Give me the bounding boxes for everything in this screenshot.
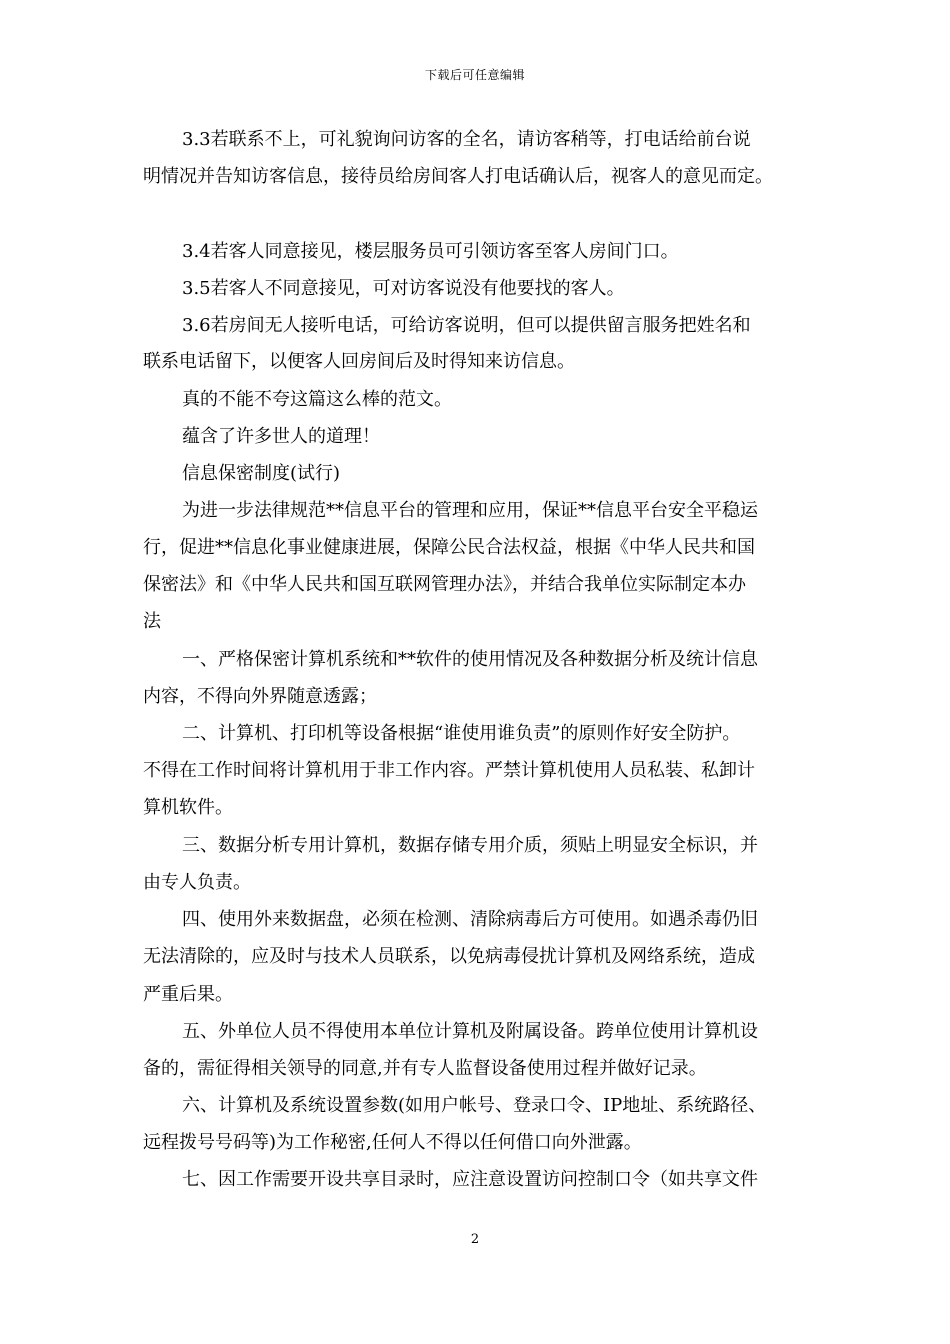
text-line: 3.3若联系不上，可礼貌询问访客的全名，请访客稍等，打电话给前台说	[182, 129, 751, 150]
text-line: 内容，不得向外界随意透露；	[143, 686, 377, 707]
text-line: 四、使用外来数据盘，必须在检测、清除病毒后方可使用。如遇杀毒仍旧	[182, 909, 758, 930]
text-line: 3.4若客人同意接见，楼层服务员可引领访客至客人房间门口。	[182, 241, 679, 262]
text-line: 3.6若房间无人接听电话，可给访客说明，但可以提供留言服务把姓名和	[182, 315, 751, 336]
text-line: 保密法》和《中华人民共和国互联网管理办法》，并结合我单位实际制定本办	[143, 574, 746, 595]
text-line: 明情况并告知访客信息，接待员给房间客人打电话确认后，视客人的意见而定。	[143, 166, 773, 187]
text-line: 不得在工作时间将计算机用于非工作内容。严禁计算机使用人员私装、私卸计	[143, 760, 755, 781]
text-line: 联系电话留下，以便客人回房间后及时得知来访信息。	[143, 351, 575, 372]
text-line: 五、外单位人员不得使用本单位计算机及附属设备。跨单位使用计算机设	[182, 1021, 758, 1042]
text-line: 远程拨号号码等)为工作秘密,任何人不得以任何借口向外泄露。	[143, 1132, 642, 1153]
text-line: 行，促进**信息化事业健康进展，保障公民合法权益，根据《中华人民共和国	[143, 537, 755, 558]
text-line: 一、严格保密计算机系统和**软件的使用情况及各种数据分析及统计信息	[182, 649, 758, 670]
text-line: 为进一步法律规范**信息平台的管理和应用，保证**信息平台安全平稳运	[182, 500, 758, 521]
text-line: 真的不能不夸这篇这么棒的范文。	[182, 389, 452, 410]
text-line: 无法清除的，应及时与技术人员联系，以免病毒侵扰计算机及网络系统，造成	[143, 946, 755, 967]
text-line: 六、计算机及系统设置参数(如用户帐号、登录口令、IP地址、系统路径、	[182, 1095, 767, 1116]
page-header: 下载后可任意编辑	[424, 68, 525, 82]
text-line: 三、数据分析专用计算机，数据存储专用介质，须贴上明显安全标识，并	[182, 835, 758, 856]
page-number: 2	[470, 1232, 480, 1247]
text-line: 由专人负责。	[143, 872, 251, 893]
text-line: 蕴含了许多世人的道理！	[182, 426, 380, 447]
text-line: 3.5若客人不同意接见，可对访客说没有他要找的客人。	[182, 278, 625, 299]
text-line: 备的，需征得相关领导的同意,并有专人监督设备使用过程并做好记录。	[143, 1058, 707, 1079]
text-line: 法	[143, 611, 161, 632]
text-line: 严重后果。	[143, 984, 233, 1005]
text-line: 七、因工作需要开设共享目录时，应注意设置访问控制口令（如共享文件	[182, 1169, 758, 1190]
text-line: 算机软件。	[143, 797, 233, 818]
text-line: 二、计算机、打印机等设备根据“谁使用谁负责”的原则作好安全防护。	[182, 723, 741, 744]
section-title: 信息保密制度(试行)	[182, 463, 341, 484]
